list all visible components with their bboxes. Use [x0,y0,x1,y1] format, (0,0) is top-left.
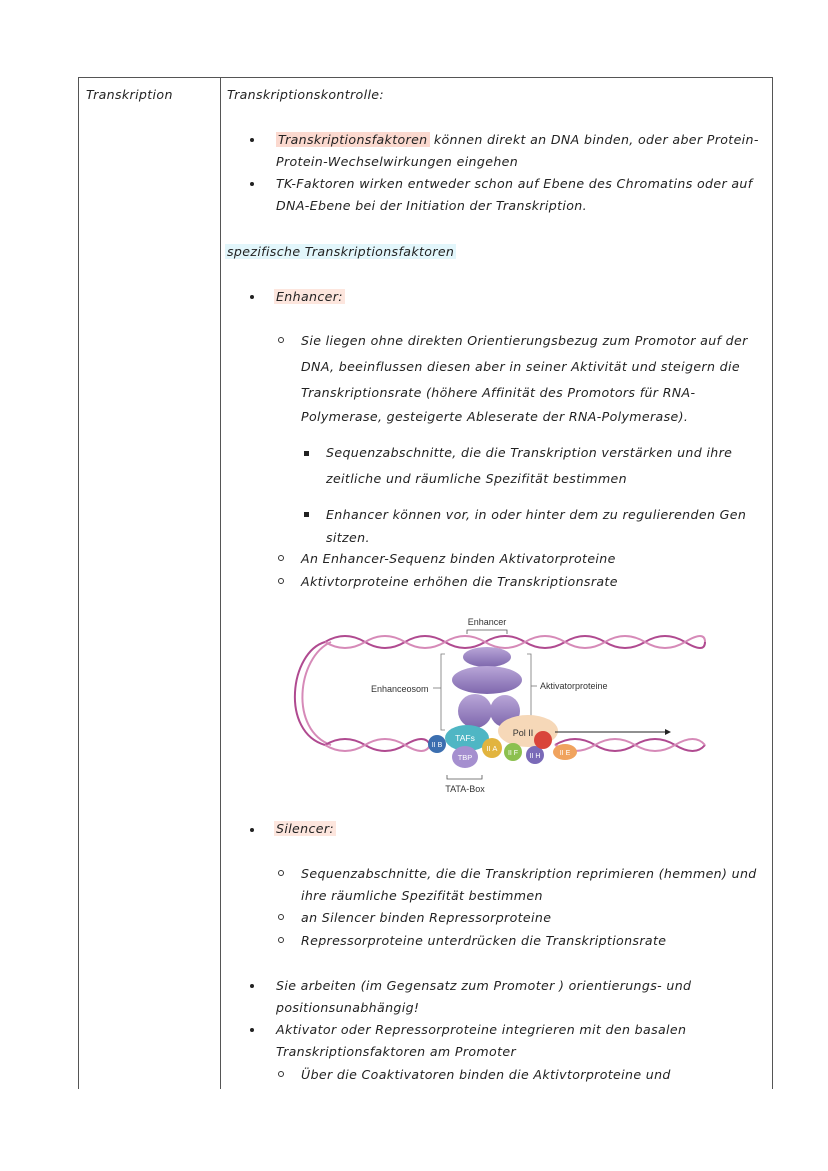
enhancer-desc-line2: DNA, beeinflussen diesen aber in seiner Aktivität und steigern die [301,359,740,374]
enhancer-square-1-line2: zeitliche und räumliche Spezifität bestimmen [326,471,627,486]
enhancer-label: Enhancer: [276,289,343,304]
bullet-dot [250,295,254,299]
intro-bullet-1-line1: Transkriptionsfaktoren können direkt an DNA binden, oder aber Protein- [278,132,759,147]
square-bullet [304,451,309,456]
enhancer-desc-line4: Polymerase, gesteigerte Ableserate der RNA-Polymerase). [301,409,689,424]
silencer-item-1-line1: Sequenzabschnitte, die die Transkription reprimieren (hemmen) und [301,866,757,881]
iif-label: II F [507,750,519,757]
table-column-divider [220,77,221,1089]
pol-ii-label: Pol II [512,728,534,738]
silencer-item-2: an Silencer binden Repressorproteine [301,910,552,925]
circle-bullet [278,578,284,584]
final-bullet-2-line2: Transkriptionsfaktoren am Promoter [276,1044,517,1059]
circle-bullet [278,937,284,943]
intro-bullet-2-line1: TK-Faktoren wirken entweder schon auf Ebene des Chromatins oder auf [276,176,753,191]
small-red-protein [534,731,552,749]
left-cell-topic: Transkription [86,87,173,102]
enhancer-desc-line1: Sie liegen ohne direkten Orientierungsbezug zum Promotor auf der [301,333,748,348]
square-bullet [304,512,309,517]
bullet-dot [250,182,254,186]
bullet-dot [250,138,254,142]
bullet-dot [250,1028,254,1032]
figure-label-enhanceosom: Enhanceosom [371,684,429,694]
circle-bullet [278,914,284,920]
final-bullet-2-line1: Aktivator oder Repressorproteine integrieren mit den basalen [276,1022,687,1037]
tafs-label: TAFs [455,733,475,743]
circle-bullet [278,1071,284,1077]
iib-label: II B [431,742,443,749]
silencer-item-3: Repressorproteine unterdrücken die Transkriptionsrate [301,933,667,948]
enhancer-square-2-line2: sitzen. [326,530,370,545]
figure-label-tata-box: TATA-Box [445,784,485,794]
iie-label: II E [559,750,571,757]
enhanceosom-protein-left [458,694,492,728]
circle-bullet [278,555,284,561]
enhancer-square-2-line1: Enhancer können vor, in oder hinter dem zu regulierenden Gen [326,507,747,522]
bullet-dot [250,828,254,832]
final-bullet-1-line1: Sie arbeiten (im Gegensatz zum Promoter ) orientierungs- und [276,978,692,993]
iia-label: II A [486,744,498,753]
enhancer-square-1-line1: Sequenzabschnitte, die die Transkription verstärken und ihre [326,445,733,460]
figure-label-enhancer: Enhancer [467,617,507,627]
enhanceosom-protein-top [463,647,511,667]
tbp-label: TBP [457,753,473,762]
circle-bullet [278,870,284,876]
table-top-border [78,77,773,78]
bullet-dot [250,984,254,988]
table-right-border [772,77,773,1089]
table-left-border [78,77,79,1089]
final-bullet-1-line2: positionsunabhängig! [276,1000,420,1015]
enhanceosom-protein-middle [452,666,522,694]
enhancer-sub-2: Aktivtorproteine erhöhen die Transkriptionsrate [301,574,618,589]
enhancer-desc-line3: Transkriptionsrate (höhere Affinität des Promotors für RNA- [301,385,696,400]
intro-bullet-2-line2: DNA-Ebene bei der Initiation der Transkription. [276,198,587,213]
circle-bullet [278,337,284,343]
last-sub-item: Über die Coaktivatoren binden die Aktivtorproteine und [301,1067,671,1082]
highlight-transkriptionsfaktoren: Transkriptionsfaktoren [278,132,428,147]
silencer-item-1-line2: ihre räumliche Spezifität bestimmen [301,888,543,903]
enhancer-diagram [285,612,710,802]
silencer-label: Silencer: [276,821,334,836]
enhancer-sub-1: An Enhancer-Sequenz binden Aktivatorproteine [301,551,616,566]
page-title: Transkriptionskontrolle: [227,87,384,102]
iih-label: II H [529,753,541,760]
section-heading-spezifische: spezifische Transkriptionsfaktoren [227,244,455,259]
figure-label-aktivatorproteine: Aktivatorproteine [540,681,608,691]
intro-bullet-1-line2: Protein-Wechselwirkungen eingehen [276,154,519,169]
